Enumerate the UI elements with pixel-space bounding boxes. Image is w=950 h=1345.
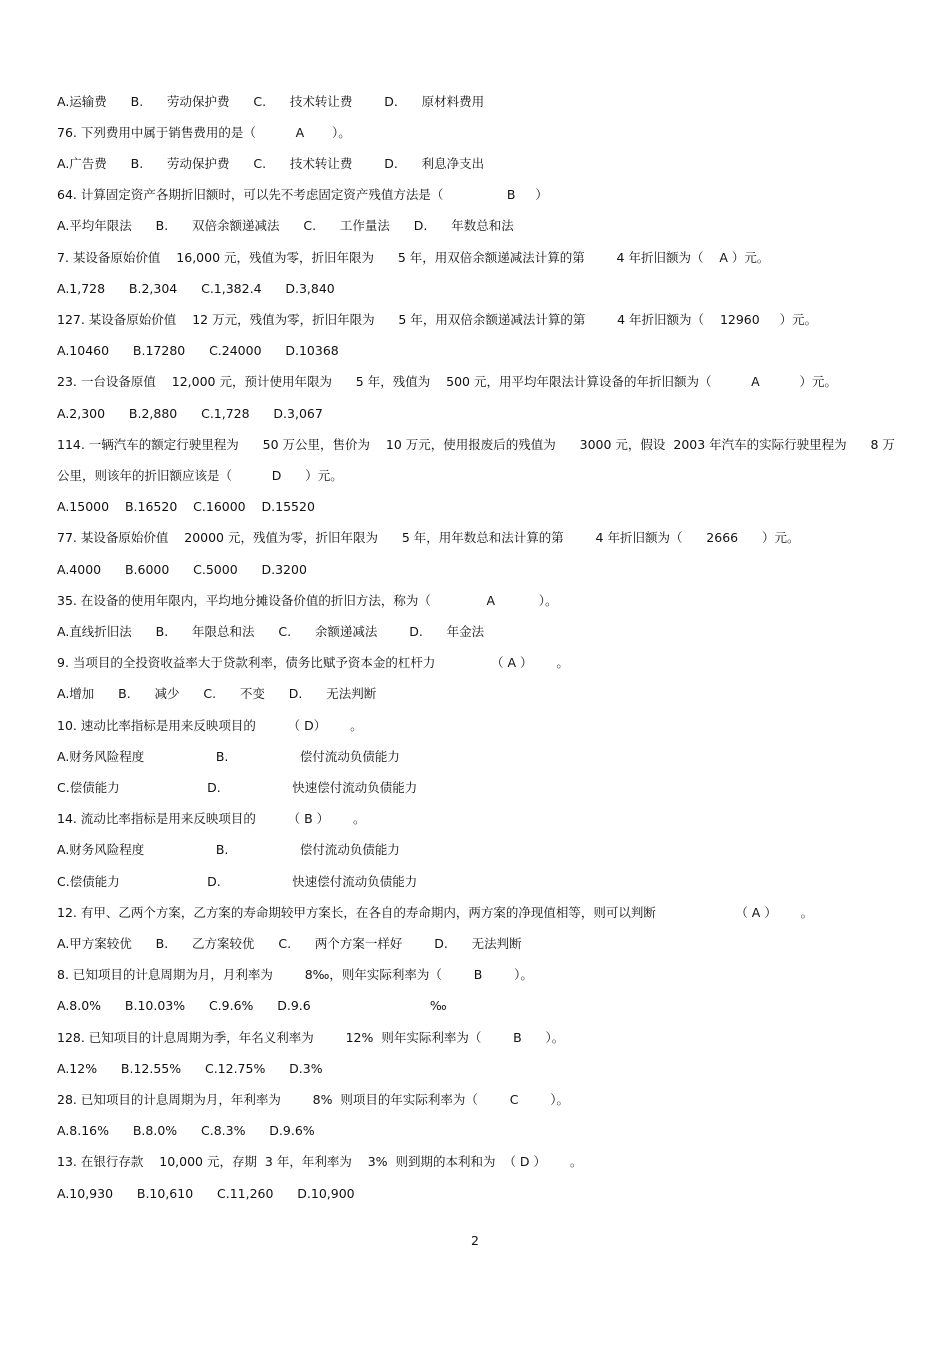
text-line: A.广告费 B. 劳动保护费 C. 技术转让费 D. 利息净支出 xyxy=(57,156,485,171)
text-line: 114. 一辆汽车的额定行驶里程为 50 万公里，售价为 10 万元，使用报废后的残值为 3000 元，假设 2003 年汽车的实际行驶里程为 8 万 xyxy=(57,437,895,452)
text-line: A.15000 B.16520 C.16000 D.15520 xyxy=(57,499,315,514)
text-line: 12. 有甲、乙两个方案，乙方案的寿命期较甲方案长，在各自的寿命期内，两方案的净现值相等，则可以判断 （ A ） 。 xyxy=(57,905,814,920)
text-line: A.8.0% B.10.03% C.9.6% D.9.6 ‰ xyxy=(57,998,447,1013)
text-line: A.增加 B. 减少 C. 不变 D. 无法判断 xyxy=(57,686,377,701)
text-line: 28. 已知项目的计息周期为月，年利率为 8% 则项目的年实际利率为（ C ）。 xyxy=(57,1092,569,1107)
text-line: A.2,300 B.2,880 C.1,728 D.3,067 xyxy=(57,406,323,421)
text-line: 127. 某设备原始价值 12 万元，残值为零，折旧年限为 5 年，用双倍余额递减法计算的第 4 年折旧额为（ 12960 ）元。 xyxy=(57,312,818,327)
text-line: 77. 某设备原始价值 20000 元，残值为零，折旧年限为 5 年，用年数总和法计算的第 4 年折旧额为（ 2666 ）元。 xyxy=(57,530,800,545)
text-line: A.10460 B.17280 C.24000 D.10368 xyxy=(57,343,339,358)
text-line: 10. 速动比率指标是用来反映项目的 （ D） 。 xyxy=(57,718,363,733)
text-line: A.财务风险程度 B. 偿付流动负债能力 xyxy=(57,842,400,857)
text-line: A.财务风险程度 B. 偿付流动负债能力 xyxy=(57,749,400,764)
text-line: 7. 某设备原始价值 16,000 元，残值为零，折旧年限为 5 年，用双倍余额递减法计算的第 4 年折旧额为（ A ）元。 xyxy=(57,250,770,265)
text-line: A.4000 B.6000 C.5000 D.3200 xyxy=(57,562,307,577)
text-line: 8. 已知项目的计息周期为月，月利率为 8‰，则年实际利率为（ B ）。 xyxy=(57,967,533,982)
text-line: C.偿债能力 D. 快速偿付流动负债能力 xyxy=(57,874,418,889)
text-line: 128. 已知项目的计息周期为季，年名义利率为 12% 则年实际利率为（ B ）。 xyxy=(57,1030,565,1045)
text-line: A.1,728 B.2,304 C.1,382.4 D.3,840 xyxy=(57,281,335,296)
text-line: A.10,930 B.10,610 C.11,260 D.10,900 xyxy=(57,1186,355,1201)
text-line: A.甲方案较优 B. 乙方案较优 C. 两个方案一样好 D. 无法判断 xyxy=(57,936,522,951)
text-line: 13. 在银行存款 10,000 元，存期 3 年，年利率为 3% 则到期的本利和为 （ D ） 。 xyxy=(57,1154,583,1169)
text-line: 76. 下列费用中属于销售费用的是（ A ）。 xyxy=(57,125,351,140)
text-line: C.偿债能力 D. 快速偿付流动负债能力 xyxy=(57,780,418,795)
text-line: 35. 在设备的使用年限内，平均地分摊设备价值的折旧方法，称为（ A ）。 xyxy=(57,593,558,608)
text-line: A.8.16% B.8.0% C.8.3% D.9.6% xyxy=(57,1123,315,1138)
text-line: 14. 流动比率指标是用来反映项目的 （ B ） 。 xyxy=(57,811,366,826)
text-line: A.直线折旧法 B. 年限总和法 C. 余额递减法 D. 年金法 xyxy=(57,624,485,639)
page-number: 2 xyxy=(471,1233,479,1248)
text-line: 23. 一台设备原值 12,000 元，预计使用年限为 5 年，残值为 500 元，用平均年限法计算设备的年折旧额为（ A ）元。 xyxy=(57,374,837,389)
text-line: A.运输费 B. 劳动保护费 C. 技术转让费 D. 原材料费用 xyxy=(57,94,485,109)
text-line: 64. 计算固定资产各期折旧额时，可以先不考虑固定资产残值方法是（ B ） xyxy=(57,187,548,202)
text-line: 9. 当项目的全投资收益率大于贷款利率，债务比赋予资本金的杠杆力 （ A ） 。 xyxy=(57,655,569,670)
text-line: A.平均年限法 B. 双倍余额递减法 C. 工作量法 D. 年数总和法 xyxy=(57,218,514,233)
text-line: 公里，则该年的折旧额应该是（ D ）元。 xyxy=(57,468,343,483)
text-line: A.12% B.12.55% C.12.75% D.3% xyxy=(57,1061,323,1076)
